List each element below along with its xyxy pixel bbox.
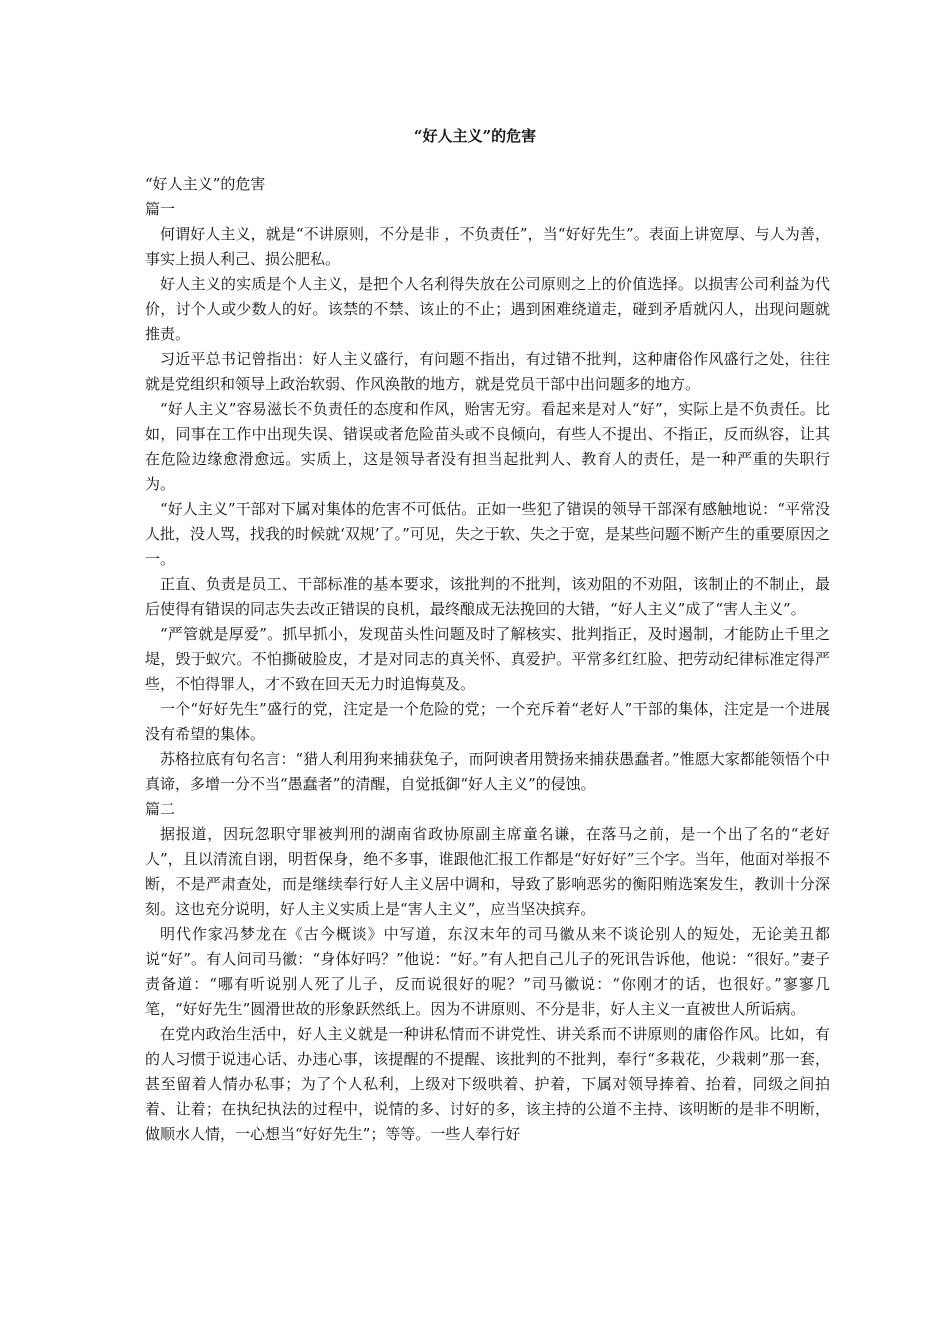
paragraph: 何谓好人主义，就是“不讲原则，不分是非 ，不负责任”，当“好好先生”。表面上讲宽厚、与人为善，事实上损人利己、损公肥私。 — [145, 225, 830, 268]
paragraph: “好人主义”干部对下属对集体的危害不可低估。正如一些犯了错误的领导干部深有感触地说：“平常没人批，没人骂，找我的时候就‘双规’了。”可见，失之于软、失之于宽，是某些问题不断产生的重要原因之一。 — [145, 500, 830, 568]
paragraph: 正直、负责是员工、干部标准的基本要求，该批判的不批判，该劝阻的不劝阻，该制止的不制止，最后使得有错误的同志失去改正错误的良机，最终酿成无法挽回的大错，“好人主义”成了“害人主义”。 — [145, 575, 830, 618]
paragraph: 在党内政治生活中，好人主义就是一种讲私情而不讲党性、讲关系而不讲原则的庸俗作风。比如，有的人习惯于说违心话、办违心事，该提醒的不提醒、该批判的不批判，奉行“多栽花，少栽刺”那一套，甚至留着人情办私事；为了个人私利，上级对下级哄着、护着，下属对领导捧着、抬着，同级之间拍着、让着；在执纪执法的过程中，说情的多、讨好的多，该主持的公道不主持、该明断的是非不明断，做顺水人情，一心想当“好好先生”；等等。一些人奉行好 — [145, 1025, 830, 1143]
paragraph: “好人主义”容易滋长不负责任的态度和作风，贻害无穷。看起来是对人“好”，实际上是不负责任。比如，同事在工作中出现失误、错误或者危险苗头或不良倾向，有些人不提出、不指正，反而纵容，让其在危险边缘愈滑愈远。实质上，这是领导者没有担当起批判人、教育人的责任，是一种严重的失职行为。 — [145, 400, 830, 493]
section-label-1: 篇一 — [145, 200, 176, 218]
document-title: “好人主义”的危害 — [413, 127, 537, 145]
paragraph: 习近平总书记曾指出：好人主义盛行，有问题不指出，有过错不批判，这种庸俗作风盛行之处，往往就是党组织和领导上政治软弱、作风涣散的地方，就是党员干部中出问题多的地方。 — [145, 350, 830, 393]
paragraph: 据报道，因玩忽职守罪被判刑的湖南省政协原副主席童名谦，在落马之前，是一个出了名的“老好人”，且以清流自诩，明哲保身，绝不多事，谁跟他汇报工作都是“好好好”三个字。当年，他面对举报不断，不是严肃查处，而是继续奉行好人主义居中调和，导致了影响恶劣的衡阳贿选案发生，教训十分深刻。这也充分说明，好人主义实质上是“害人主义”，应当坚决摈弃。 — [145, 825, 830, 918]
paragraph: 一个“好好先生”盛行的党，注定是一个危险的党；一个充斥着“老好人”干部的集体，注定是一个进展没有希望的集体。 — [145, 700, 830, 743]
paragraph: 苏格拉底有句名言：“猎人利用狗来捕获兔子，而阿谀者用赞扬来捕获愚蠢者。”惟愿大家都能领悟个中真谛，多增一分不当“愚蠢者”的清醒，自觉抵御“好人主义”的侵蚀。 — [145, 750, 830, 793]
section-label-2: 篇二 — [145, 800, 176, 818]
document-body — [145, 172, 830, 1147]
paragraph: “严管就是厚爱”。抓早抓小，发现苗头性问题及时了解核实、批判指正，及时遏制，才能防止千里之堤，毁于蚁穴。不怕撕破脸皮，才是对同志的真关怀、真爱护。平常多红红脸、把劳动纪律标准定得严些，不怕得罪人，才不致在回天无力时追悔莫及。 — [145, 625, 830, 693]
paragraph: 明代作家冯梦龙在《古今概谈》中写道，东汉末年的司马徽从来不谈论别人的短处，无论美丑都说“好”。有人问司马徽：“身体好吗？”他说：“好。”有人把自己儿子的死讯告诉他，他说：“很好。”妻子责备道：“哪有听说别人死了儿子，反而说很好的呢？”司马徽说：“你刚才的话，也很好。”寥寥几笔，“好好先生”圆滑世故的形象跃然纸上。因为不讲原则、不分是非，好人主义一直被世人所诟病。 — [145, 925, 830, 1018]
paragraph: 好人主义的实质是个人主义，是把个人名利得失放在公司原则之上的价值选择。以损害公司利益为代价，讨个人或少数人的好。该禁的不禁、该止的不止；遇到困难绕道走，碰到矛盾就闪人，出现问题就推责。 — [145, 275, 830, 343]
document-subheading: “好人主义”的危害 — [145, 175, 266, 193]
